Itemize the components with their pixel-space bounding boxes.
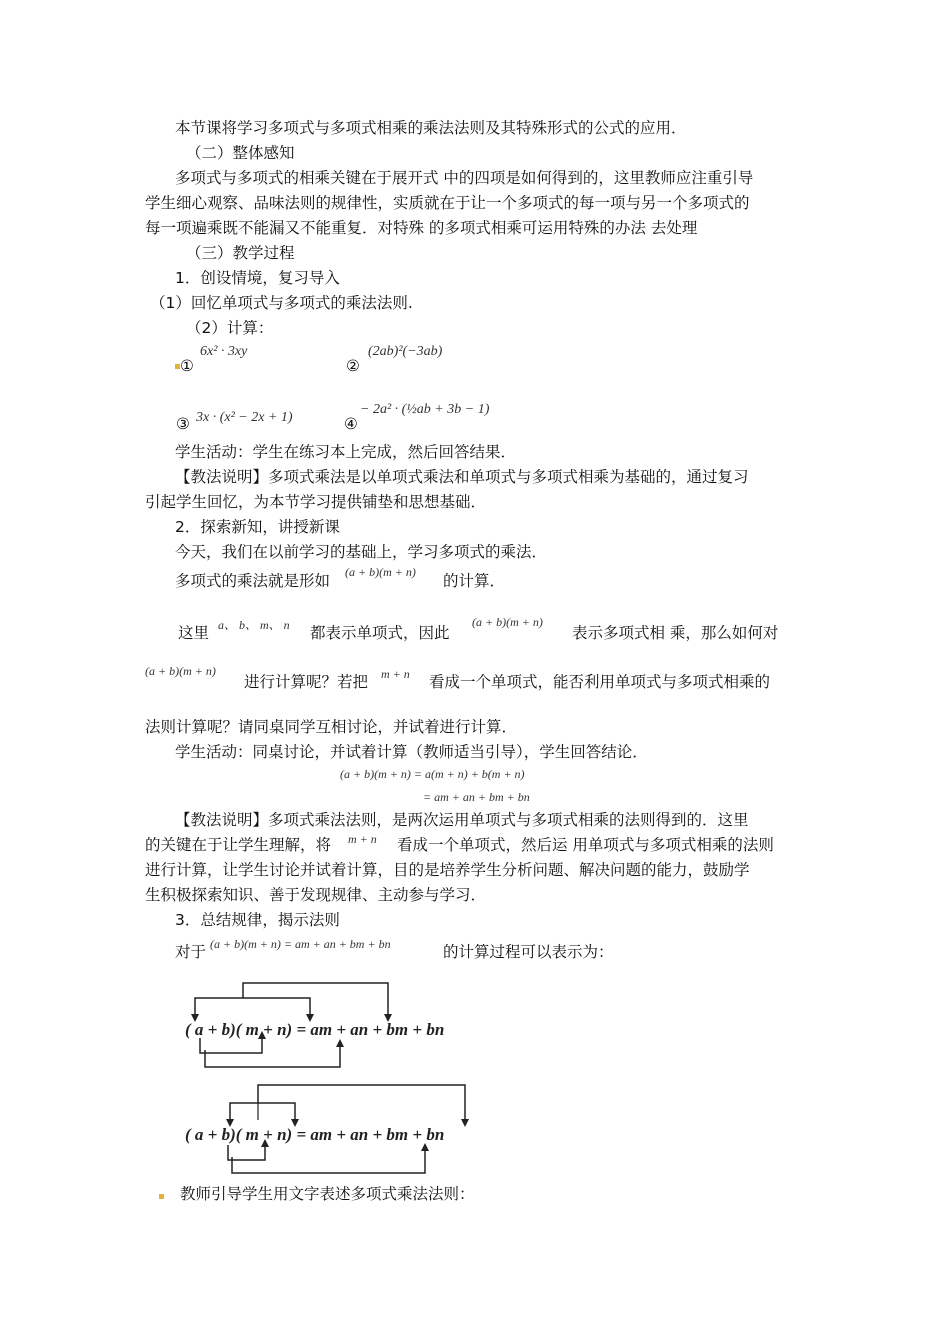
section-2-heading: （二）整体感知 [186,144,295,162]
paragraph-continuation: 表示多项式相 乘，那么如何对 [572,624,779,642]
teaching-note-1-line-1: 【教法说明】多项式乘法是以单项式乘法和单项式与多项式相乘为基础的，通过复习 [175,468,749,486]
inline-expression-abmn-3: (a + b)(m + n) [145,664,216,678]
teaching-note-2-line-3: 进行计算，让学生讨论并试着计算，目的是培养学生分析问题、解决问题的能力，鼓励学 [145,861,750,879]
teaching-note-2-line-2-end: 看成一个单项式，然后运 用单项式与多项式相乘的法则 [397,836,774,854]
step-2-line-1: 今天，我们在以前学习的基础上，学习多项式的乘法． [175,543,548,561]
teaching-note-1-line-2: 引起学生回忆，为本节学习提供铺垫和思想基础． [145,493,487,511]
marker-dot-2 [159,1194,164,1199]
inline-expression-mn-2: m + n [348,832,377,846]
paragraph-question-end: 看成一个单项式，能否利用单项式与多项式相乘的 [429,673,771,691]
exercise-2-expression: (2ab)²(−3ab) [368,344,443,359]
paragraph-middle: 都表示单项式，因此 [310,624,450,642]
exercise-3-number: ③ [176,415,190,433]
exercise-4-number: ④ [344,415,358,433]
section-2-line-2: 学生细心观察、品味法则的规律性，实质就在于让一个多项式的每一项与另一个多项式的 [145,194,750,212]
section-2-line-3: 每一项遍乘既不能漏又不能重复．对特殊 的多项式相乘可运用特殊的办法 去处理 [145,219,698,237]
closing-text: 教师引导学生用文字表述多项式乘法法则： [180,1185,475,1203]
inline-expression-abmn: (a + b)(m + n) [345,565,416,579]
teaching-note-2-line-1: 【教法说明】多项式乘法法则，是两次运用单项式与多项式相乘的法则得到的．这里 [175,811,749,829]
student-activity-2: 学生活动：同桌讨论，并试着计算（教师适当引导），学生回答结论． [175,743,648,761]
teaching-note-2-line-4: 生积极探索知识、善于发现规律、主动参与学习． [145,886,487,904]
inline-expression-mn: m + n [381,667,410,681]
step-2-heading: 2．探索新知，讲授新课 [175,518,340,536]
exercise-3-expression: 3x · (x² − 2x + 1) [196,410,293,425]
teaching-note-2-line-2-start: 的关键在于让学生理解，将 [145,836,332,854]
step-2-line-2-start: 多项式的乘法就是形如 [175,572,331,590]
paragraph-question: 进行计算呢？若把 [244,673,369,691]
section-3-heading: （三）教学过程 [186,244,295,262]
multiplication-arrow-diagram [170,975,490,1175]
step-3-expression: (a + b)(m + n) = am + an + bm + bn [210,937,391,951]
exercise-1-expression: 6x² · 3xy [200,344,248,359]
paragraph-start: 这里 [178,624,210,642]
section-2-line-1: 多项式与多项式的相乘关键在于展开式 中的四项是如何得到的，这里教师应注重引导 [175,169,754,187]
exercise-4-expression: − 2a² · (½ab + 3b − 1) [360,402,490,417]
derivation-line-1: (a + b)(m + n) = a(m + n) + b(m + n) [340,767,525,781]
step-3-heading: 3．总结规律，揭示法则 [175,911,340,929]
diagram-1-equation: ( a + b)( m + n) = am + an + bm + bn [185,1020,445,1039]
paragraph-final: 法则计算呢？请同桌同学互相讨论，并试着进行计算． [145,718,518,736]
diagram-2-equation: ( a + b)( m + n) = am + an + bm + bn [185,1125,445,1144]
step-3-line-start: 对于 [175,943,207,961]
step-1-heading: 1．创设情境，复习导入 [175,269,340,287]
inline-variables: a、 b、 m、 n [218,618,290,632]
derivation-line-2: = am + an + bm + bn [423,790,530,804]
step-2-line-2-end: 的计算． [443,572,506,590]
exercise-1-number: ① [180,357,194,375]
inline-expression-abmn-2: (a + b)(m + n) [472,615,543,629]
step-1-question-1: （1）回忆单项式与多项式的乘法法则. [150,294,413,312]
exercise-2-number: ② [346,357,360,375]
intro-text: 本节课将学习多项式与多项式相乘的乘法法则及其特殊形式的公式的应用． [175,119,687,137]
step-1-question-2: （2）计算： [186,319,274,337]
student-activity-1: 学生活动：学生在练习本上完成，然后回答结果． [175,443,517,461]
step-3-line-end: 的计算过程可以表示为： [443,943,614,961]
